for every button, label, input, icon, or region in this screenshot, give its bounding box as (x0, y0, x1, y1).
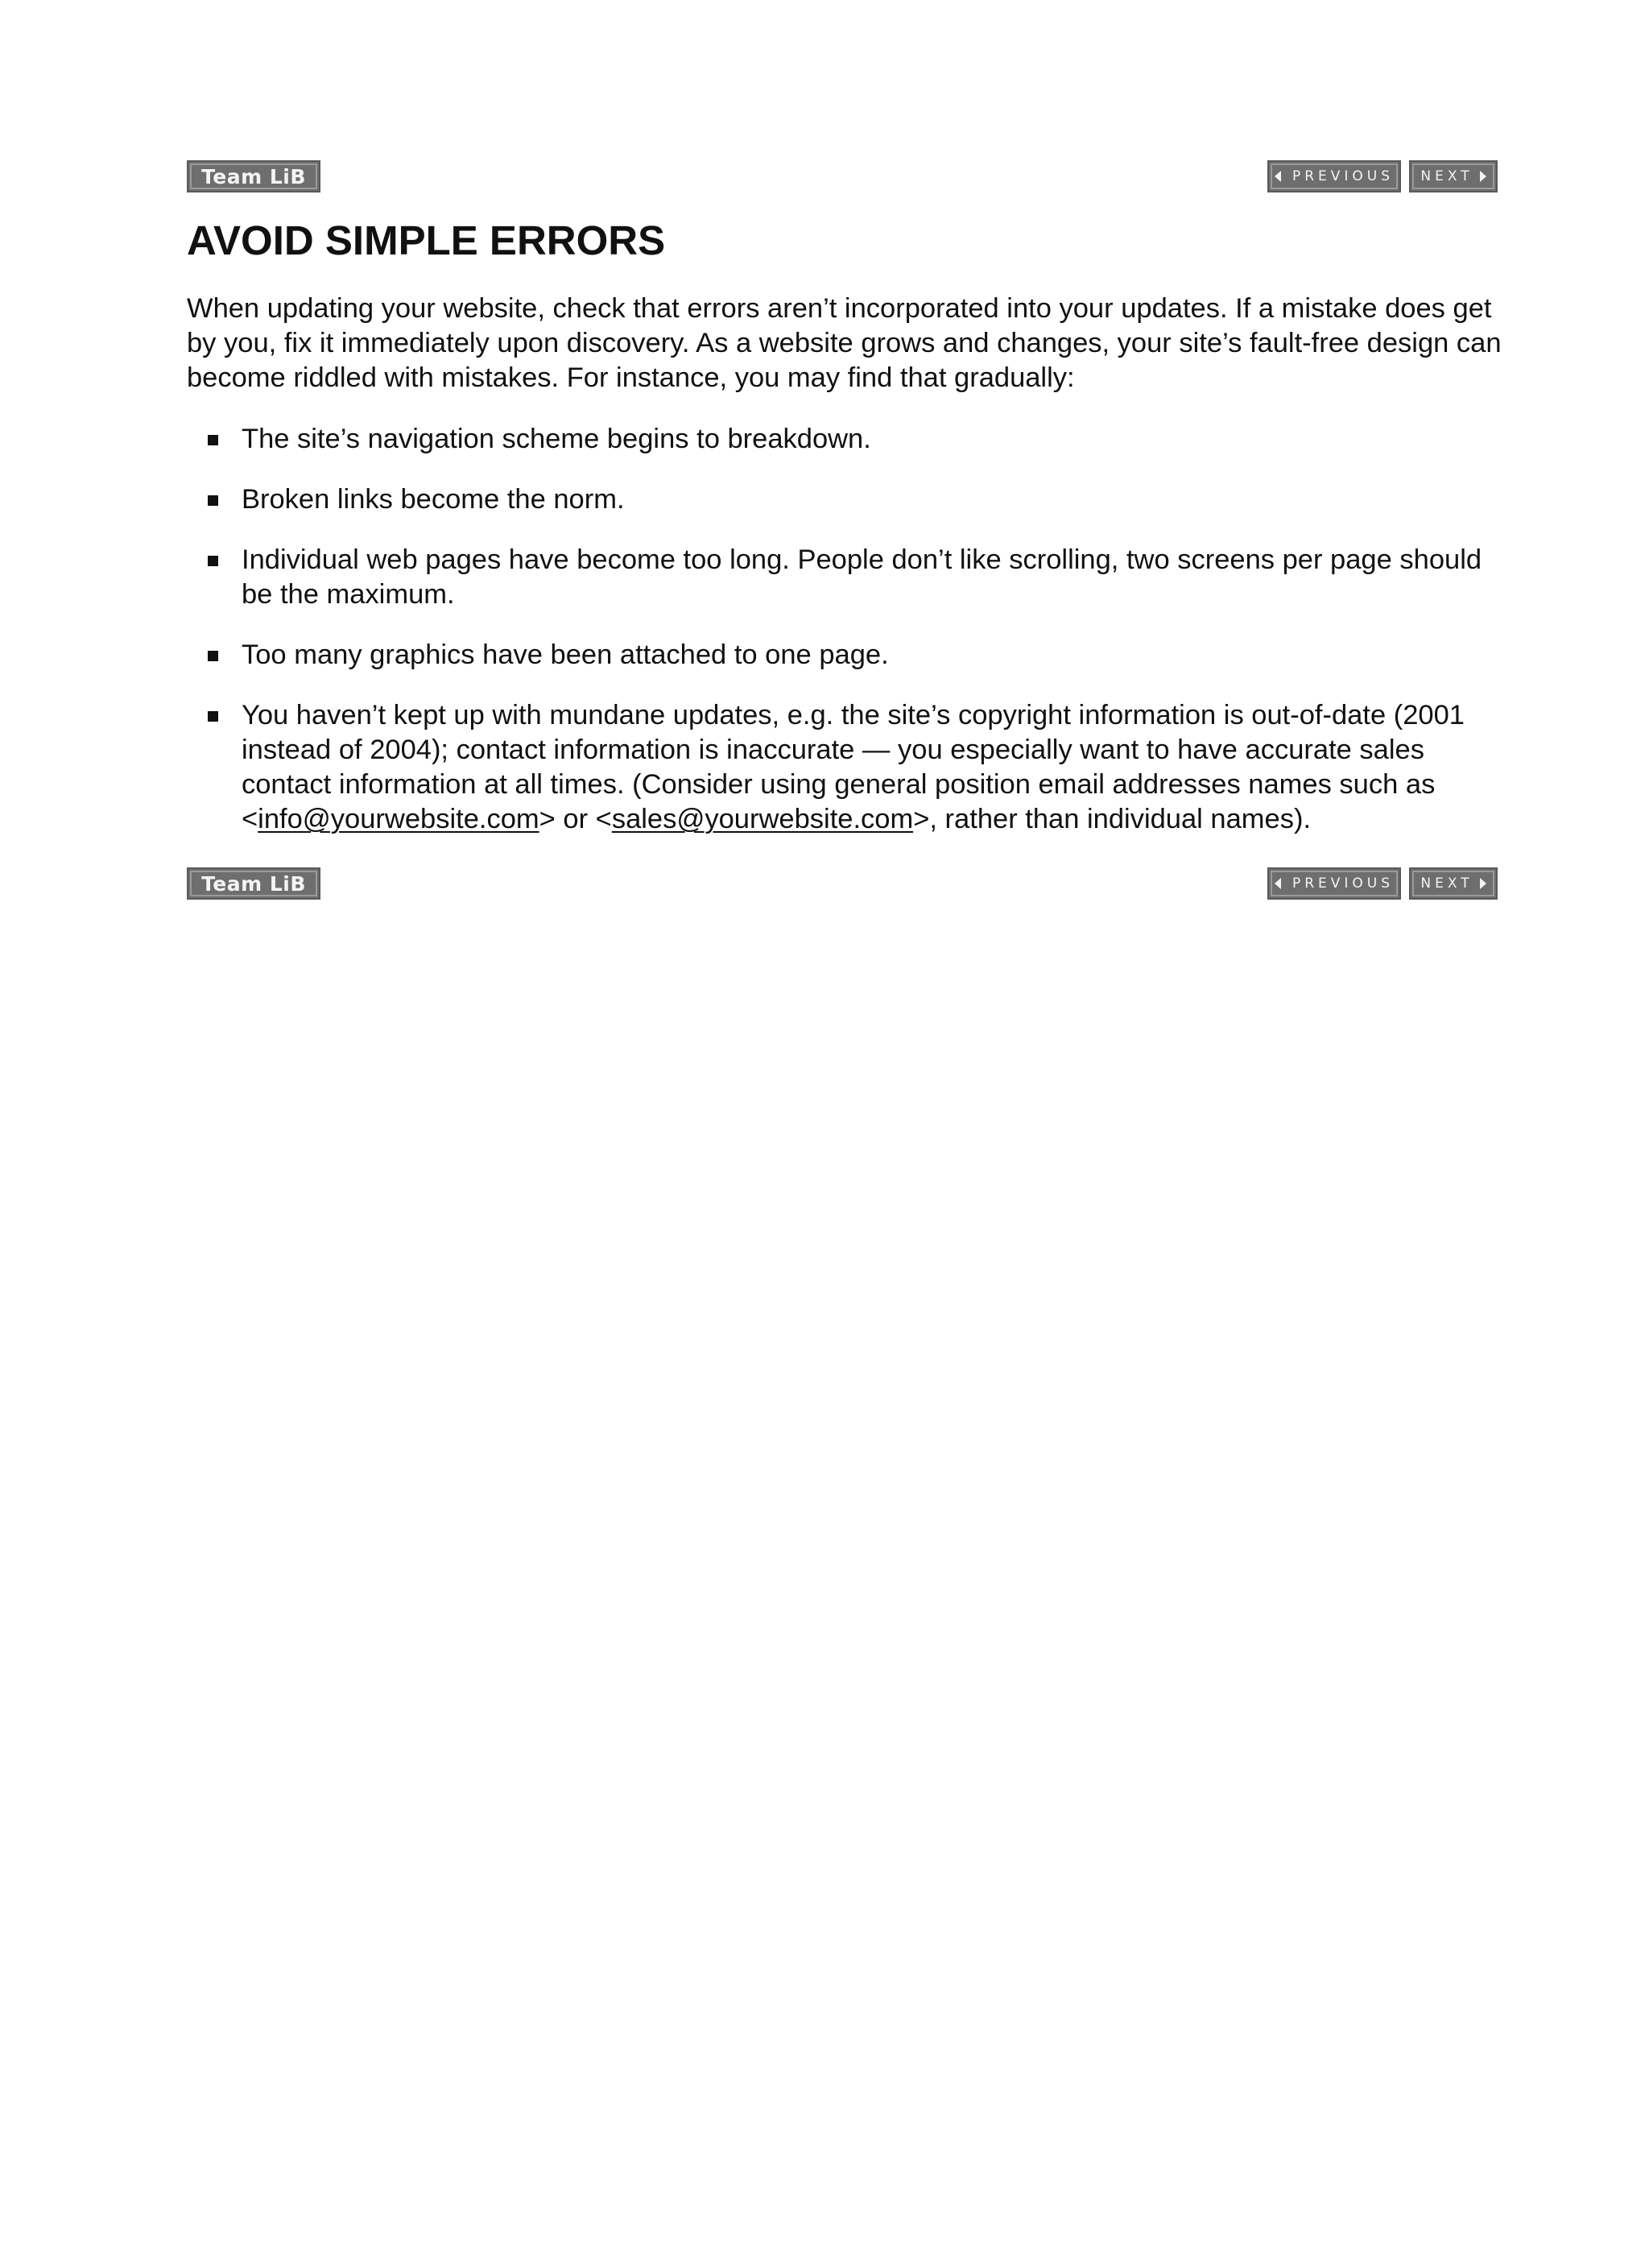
intro-paragraph: When updating your website, check that errors aren’t incorporated into your updates. If a mistake does get by you, fix it immediately upon discovery. As a website grows and changes, your site’s fault-free design can become riddled with mistakes. For instance, you may find that gradually: (187, 293, 1502, 393)
arrow-left-icon (1275, 878, 1281, 889)
list-item-text-after: >, rather than individual names). (913, 804, 1312, 834)
bottom-navigation-bar (187, 867, 1498, 901)
list-item (187, 698, 1507, 837)
team-lib-label: Team LiB (201, 871, 306, 896)
list-item-text: Broken links become the norm. (242, 484, 625, 515)
arrow-right-icon (1480, 878, 1486, 889)
bullet-list (187, 422, 1507, 863)
next-button[interactable] (1409, 867, 1498, 900)
bullet-square-icon (208, 435, 218, 445)
next-button[interactable] (1409, 160, 1498, 192)
bullet-square-icon (208, 651, 218, 661)
bullet-square-icon (208, 711, 218, 722)
next-label: NEXT (1420, 168, 1473, 184)
top-navigation-bar (187, 160, 1498, 194)
next-label: NEXT (1420, 875, 1473, 892)
previous-label: PREVIOUS (1292, 875, 1395, 892)
arrow-left-icon (1275, 171, 1281, 182)
previous-button[interactable] (1267, 160, 1401, 192)
team-lib-button[interactable] (187, 160, 320, 192)
info-email-link[interactable]: info@yourwebsite.com (258, 804, 539, 834)
sales-email-link[interactable]: sales@yourwebsite.com (611, 804, 914, 834)
list-item-text-before: You haven’t kept up with mundane updates, e.g. the site’s copyright information is out-of-date (2001 instead of 2004); contact information is inaccurate — you especially want to have accurate sales contact information at all times. (Consider using general position email addresses names such as < (242, 700, 1465, 834)
list-item-text: The site’s navigation scheme begins to breakdown. (242, 424, 871, 454)
list-item (187, 638, 1507, 673)
list-item-text: Too many graphics have been attached to one page. (242, 639, 889, 670)
previous-label: PREVIOUS (1292, 168, 1395, 184)
page-title: AVOID SIMPLE ERRORS (187, 217, 666, 263)
team-lib-label: Team LiB (201, 164, 306, 188)
arrow-right-icon (1480, 171, 1486, 182)
list-item (187, 422, 1507, 457)
list-item (187, 543, 1507, 612)
list-item-text: Individual web pages have become too long. People don’t like scrolling, two screens per page should be the maximum. (242, 544, 1482, 610)
bullet-square-icon (208, 556, 218, 566)
previous-button[interactable] (1267, 867, 1401, 900)
list-item (187, 482, 1507, 517)
list-item-text-middle: > or < (539, 804, 612, 834)
team-lib-button[interactable] (187, 867, 320, 900)
bullet-square-icon (208, 495, 218, 506)
